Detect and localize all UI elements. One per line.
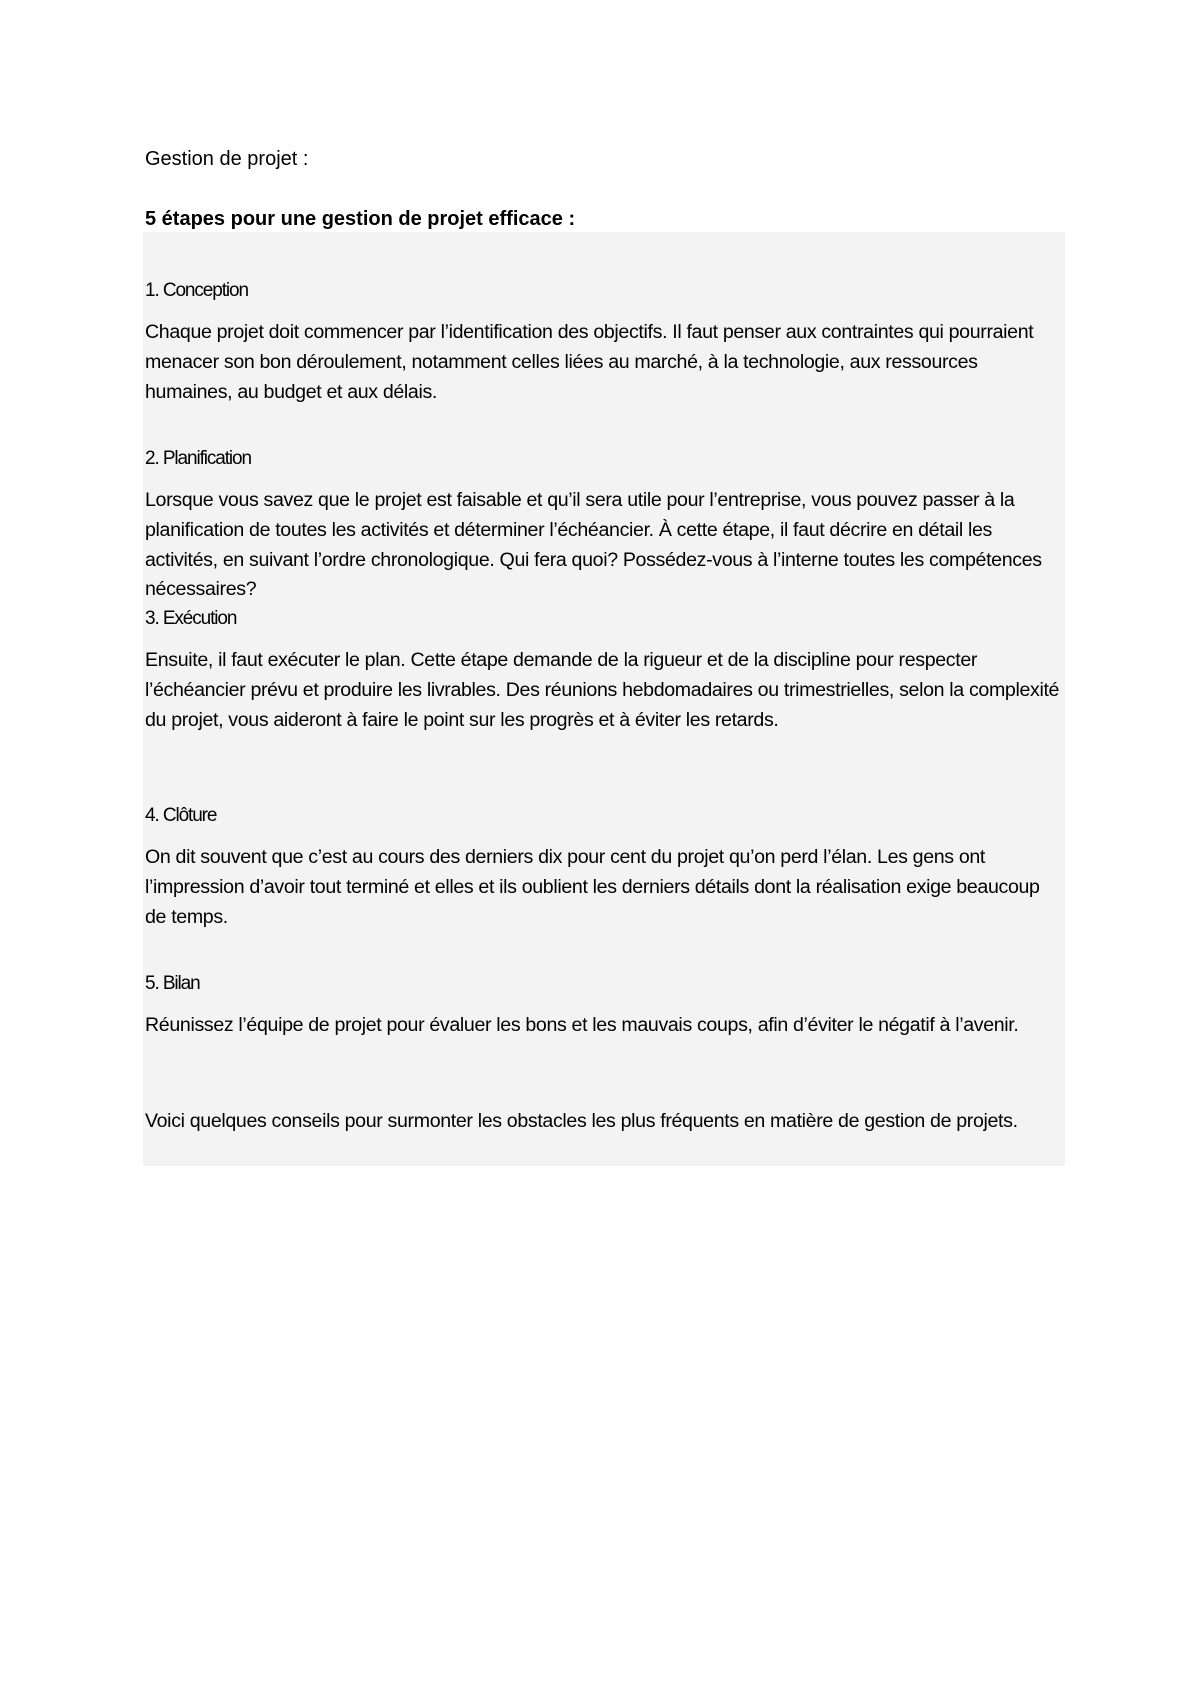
closing-paragraph: Voici quelques conseils pour surmonter les obstacles les plus fréquents en matière de gestion de projets.	[145, 1110, 1018, 1132]
step-heading-planification: 2. Planification	[145, 448, 251, 469]
step-body-cloture: On dit souvent que c’est au cours des derniers dix pour cent du projet qu’on perd l’élan. Les gens ont l’impression d’avoir tout terminé et elles et ils oublient les derniers détails dont la réalisation exige beaucoup de temps.	[145, 846, 1040, 928]
step-body-execution: Ensuite, il faut exécuter le plan. Cette étape demande de la rigueur et de la discipline pour respecter l’échéancier prévu et produire les livrables. Des réunions hebdomadaires ou trimestrielles, selon la complexité du projet, vous aideront à faire le point sur les progrès et à éviter les retards.	[145, 649, 1060, 731]
document-subtitle: 5 étapes pour une gestion de projet efficace :	[145, 208, 576, 230]
step-body-bilan: Réunissez l’équipe de projet pour évaluer les bons et les mauvais coups, afin d’éviter le négatif à l’avenir.	[145, 1014, 1019, 1036]
step-heading-conception: 1. Conception	[145, 280, 248, 301]
document-title: Gestion de projet :	[145, 148, 309, 170]
step-body-planification: Lorsque vous savez que le projet est faisable et qu’il sera utile pour l’entreprise, vous pouvez passer à la planification de toutes les activités et déterminer l’échéancier. À cette étape, il faut décrire en détail les activités, en suivant l’ordre chronologique. Qui fera quoi? Possédez-vous à l’interne toutes les compétences nécessaires?	[145, 489, 1042, 601]
step-body-conception: Chaque projet doit commencer par l’identification des objectifs. Il faut penser aux contraintes qui pourraient menacer son bon déroulement, notamment celles liées au marché, à la technologie, aux ressources humaines, au budget et aux délais.	[145, 321, 1034, 403]
step-heading-execution: 3. Exécution	[145, 608, 237, 629]
step-heading-cloture: 4. Clôture	[145, 805, 217, 826]
steps-section	[143, 232, 1065, 1166]
step-heading-bilan: 5. Bilan	[145, 973, 200, 994]
